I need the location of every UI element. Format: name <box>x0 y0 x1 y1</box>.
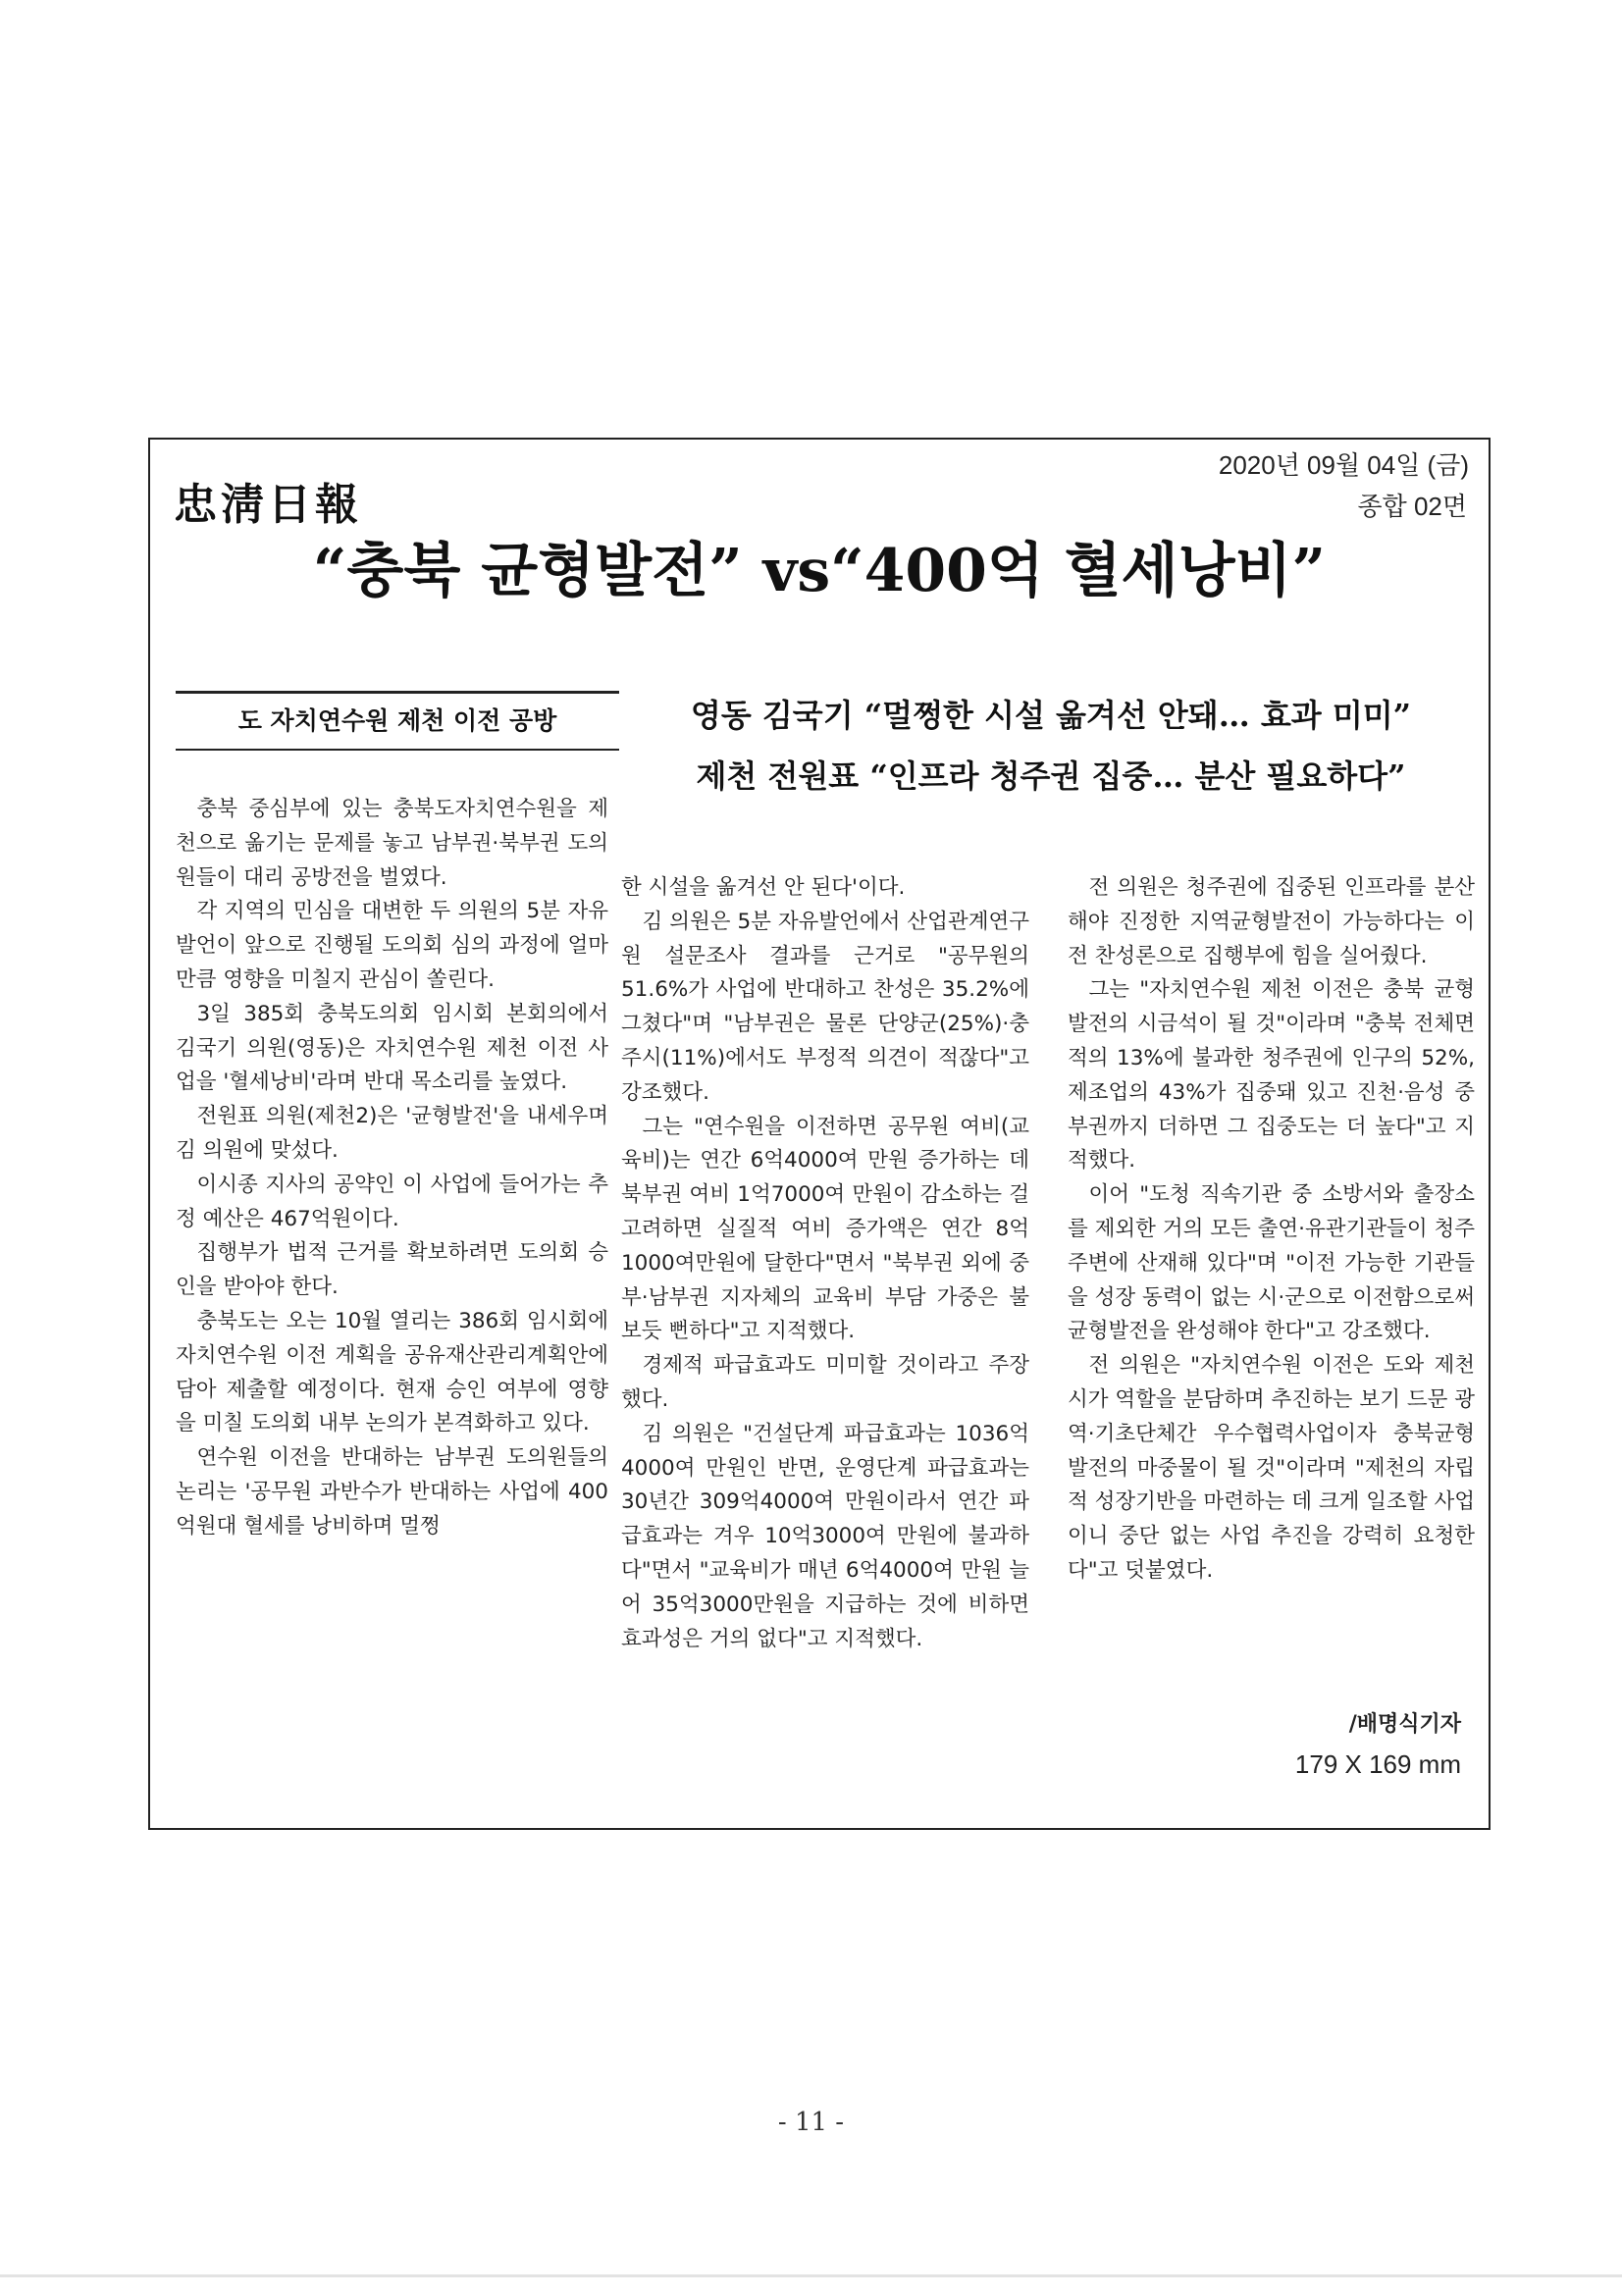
paragraph: 3일 385회 충북도의회 임시회 본회의에서 김국기 의원(영동)은 자치연수원 제천 이전 사업을 '혈세낭비'라며 반대 목소리를 높였다. <box>176 1001 608 1095</box>
article-column-2 <box>621 871 1029 1656</box>
publication-date: 2020년 09월 04일 (금) <box>1218 450 1469 480</box>
page-reference: 종합 02면 <box>1357 492 1467 521</box>
clipping-size: 179 X 169 mm <box>1294 1749 1461 1779</box>
paragraph: 경제적 파급효과도 미미할 것이라고 주장했다. <box>621 1353 1029 1412</box>
paragraph: 집행부가 법적 근거를 확보하려면 도의회 승인을 받아야 한다. <box>176 1240 608 1300</box>
newspaper-masthead: 忠淸日報 <box>174 480 362 530</box>
paragraph: 이시종 지사의 공약인 이 사업에 들어가는 추정 예산은 467억원이다. <box>176 1172 608 1231</box>
paragraph: 전 의원은 청주권에 집중된 인프라를 분산해야 진정한 지역균형발전이 가능하다는 이전 찬성론으로 집행부에 힘을 실어줬다. <box>1068 875 1475 968</box>
article-column-3 <box>1068 871 1475 1589</box>
scan-edge-divider <box>0 2274 1622 2277</box>
paragraph: 충북도는 오는 10월 열리는 386회 임시회에 자치연수원 이전 계획을 공유재산관리계획안에 담아 제출할 예정이다. 현재 승인 여부에 영향을 미칠 도의회 내부 논의가 본격화하고 있다. <box>176 1308 608 1436</box>
paragraph: 김 의원은 5분 자유발언에서 산업관계연구원 설문조사 결과를 근거로 "공무원의 51.6%가 사업에 반대하고 찬성은 35.2%에 그쳤다"며 "남부권은 물론 단양군(25%)·충주시(11%)에서도 부정적 의견이 적잖다"고 강조했다. <box>621 909 1029 1105</box>
main-headline: “충북 균형발전” vs“400억 혈세낭비” <box>312 537 1327 605</box>
subheadline-2: 제천 전원표 “인프라 청주권 집중… 분산 필요하다” <box>696 757 1406 795</box>
news-clipping <box>148 438 1491 1830</box>
paragraph: 각 지역의 민심을 대변한 두 의원의 5분 자유발언이 앞으로 진행될 도의회 심의 과정에 얼마만큼 영향을 미칠지 관심이 쏠린다. <box>176 899 608 992</box>
paragraph: 한 시설을 옮겨선 안 된다'이다. <box>621 875 906 900</box>
section-label: 도 자치연수원 제천 이전 공방 <box>176 691 619 751</box>
article-column-1 <box>176 793 608 1544</box>
paragraph: 이어 "도청 직속기관 중 소방서와 출장소를 제외한 거의 모든 출연·유관기관들이 청주 주변에 산재해 있다"며 "이전 가능한 기관들을 성장 동력이 없는 시·군으로 이전함으로써 균형발전을 완성해야 한다"고 강조했다. <box>1068 1182 1475 1344</box>
paragraph: 전 의원은 "자치연수원 이전은 도와 제천시가 역할을 분담하며 추진하는 보기 드문 광역·기초단체간 우수협력사업이자 충북균형발전의 마중물이 될 것"이라며 "제천의 자립적 성장기반을 마련하는 데 크게 일조할 사업이니 중단 없는 사업 추진을 강력히 요청한다"고 덧붙였다. <box>1068 1353 1475 1583</box>
page-number: - 11 - <box>777 2108 845 2137</box>
paragraph: 충북 중심부에 있는 충북도자치연수원을 제천으로 옮기는 문제를 놓고 남부권·북부권 도의원들이 대리 공방전을 벌였다. <box>176 797 608 890</box>
paragraph: 그는 "연수원을 이전하면 공무원 여비(교육비)는 연간 6억4000여 만원 증가하는 데 북부권 여비 1억7000여 만원이 감소하는 걸 고려하면 실질적 여비 증가액은 연간 8억1000여만원에 달한다"면서 "북부권 외에 중부·남부권 지자체의 교육비 부담 가중은 불 보듯 뻔하다"고 지적했다. <box>621 1114 1029 1344</box>
paragraph: 김 의원은 "건설단계 파급효과는 1036억4000여 만원인 반면, 운영단계 파급효과는 30년간 309억4000여 만원이라서 연간 파급효과는 겨우 10억3000여 만원에 불과하다"면서 "교육비가 매년 6억4000여 만원 늘어 35억3000만원을 지급하는 것에 비하면 효과성은 거의 없다"고 지적했다. <box>621 1421 1029 1651</box>
reporter-byline: /배명식기자 <box>1348 1712 1461 1737</box>
paragraph: 그는 "자치연수원 제천 이전은 충북 균형발전의 시금석이 될 것"이라며 "충북 전체면적의 13%에 불과한 청주권에 인구의 52%, 제조업의 43%가 집중돼 있고 진천·음성 중부권까지 더하면 그 집중도는 더 높다"고 지적했다. <box>1068 977 1475 1174</box>
paragraph: 연수원 이전을 반대하는 남부권 도의원들의 논리는 '공무원 과반수가 반대하는 사업에 400억원대 혈세를 낭비하며 멀쩡 <box>176 1445 608 1539</box>
paragraph: 전원표 의원(제천2)은 '균형발전'을 내세우며 김 의원에 맞섰다. <box>176 1104 608 1163</box>
subheadline-1: 영동 김국기 “멀쩡한 시설 옮겨선 안돼… 효과 미미” <box>690 697 1412 734</box>
